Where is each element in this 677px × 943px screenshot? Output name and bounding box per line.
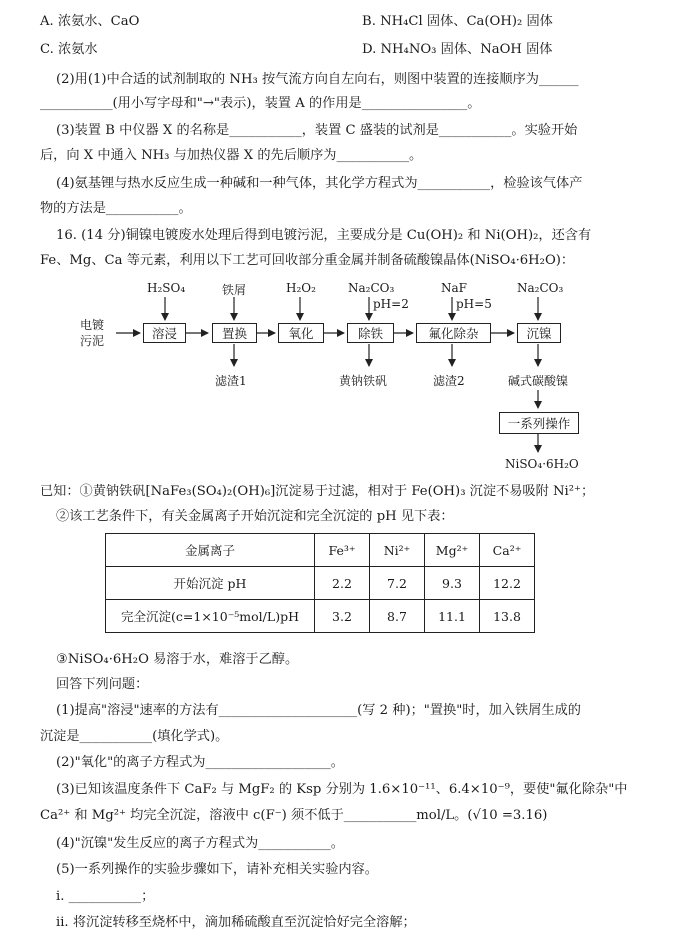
step-fluoride-purification: 氟化除杂: [416, 323, 491, 343]
table-header-cell: Ni²⁺: [370, 534, 425, 567]
question-3-line-1: (3)装置 B 中仪器 X 的名称是___________，装置 C 盛装的试剂是___________。实验开始: [56, 123, 578, 138]
question-4-line-1: (4)氨基锂与热水反应生成一种碱和一种气体，其化学方程式为___________，检验该气体产: [56, 176, 583, 191]
byproduct-residue-1: 滤渣1: [215, 374, 247, 388]
byproduct-basic-nickel-carbonate: 碱式碳酸镍: [508, 374, 569, 388]
table-header-cell: Fe³⁺: [315, 534, 370, 567]
question-2-line-1: (2)用(1)中合适的试剂制取的 NH₃ 按气流方向自左向右，则图中装置的连接顺序为______: [56, 72, 579, 87]
table-row: [106, 534, 535, 567]
question-4-line-2: 物的方法是___________。: [40, 201, 192, 216]
answer-prompt: 回答下列问题：: [56, 677, 149, 692]
step-iron-removal: 除铁: [347, 323, 394, 343]
table-header-cell: Ca²⁺: [480, 534, 535, 567]
answer-1-cont: 沉淀是___________(填化学式)。: [40, 729, 229, 744]
known-2: ②该工艺条件下，有关金属离子开始沉淀和完全沉淀的 pH 见下表：: [56, 509, 454, 524]
reagent-naf: NaF: [441, 281, 467, 295]
step-i: ⅰ. ___________；: [56, 889, 155, 904]
step-replacement: 置换: [212, 323, 257, 343]
byproduct-jarosite: 黄钠铁矾: [339, 374, 388, 388]
condition-ph2: pH=2: [373, 297, 409, 311]
table-cell: 3.2: [315, 600, 370, 633]
ph-table: [105, 533, 535, 633]
table-header-cell: 金属离子: [106, 534, 315, 567]
reagent-h2so4: H₂SO₄: [147, 281, 186, 295]
table-cell: 开始沉淀 pH: [106, 567, 315, 600]
table-cell: 2.2: [315, 567, 370, 600]
table-cell: 12.2: [480, 567, 535, 600]
question-2-line-2: ___________(用小写字母和"→"表示)，装置 A 的作用是________________。: [40, 96, 481, 111]
condition-ph5: pH=5: [456, 297, 492, 311]
known-1: 已知：①黄钠铁矾[NaFe₃(SO₄)₂(OH)₆]沉淀易于过滤，相对于 Fe(OH)₃ 沉淀不易吸附 Ni²⁺；: [40, 484, 595, 499]
table-row: [106, 567, 535, 600]
question-16-line-1: 16. (14 分)铜镍电镀废水处理后得到电镀污泥，主要成分是 Cu(OH)₂ 和 Ni(OH)₂，还含有: [56, 228, 592, 243]
answer-5: (5)一系列操作的实验步骤如下，请补充相关实验内容。: [56, 862, 378, 877]
table-cell: 13.8: [480, 600, 535, 633]
final-product: NiSO₄·6H₂O: [505, 457, 579, 471]
question-3-line-2: 后，向 X 中通入 NH₃ 与加热仪器 X 的先后顺序为___________。: [40, 148, 423, 163]
reagent-na2co3-1: Na₂CO₃: [348, 281, 395, 295]
reagent-iron-filings: 铁屑: [222, 283, 247, 297]
step-nickel-precipitation: 沉镍: [517, 323, 561, 343]
start-sludge-line-1: 电镀: [80, 318, 105, 332]
answer-3-cont: Ca²⁺ 和 Mg²⁺ 均完全沉淀，溶液中 c(F⁻) 须不低于___________mol/L。(√10 =3.16): [40, 808, 548, 823]
byproduct-residue-2: 滤渣2: [433, 374, 465, 388]
option-d: D. NH₄NO₃ 固体、NaOH 固体: [362, 42, 553, 57]
table-cell: 完全沉淀(c=1×10⁻⁵mol/L)pH: [106, 600, 315, 633]
table-header-cell: Mg²⁺: [425, 534, 480, 567]
answer-1: (1)提高"溶浸"速率的方法有_____________________(写 2 种)；"置换"时，加入铁屑生成的: [56, 703, 581, 718]
answer-2: (2)"氧化"的离子方程式为___________________。: [56, 755, 344, 770]
option-b: B. NH₄Cl 固体、Ca(OH)₂ 固体: [362, 14, 553, 29]
table-cell: 11.1: [425, 600, 480, 633]
option-a: A. 浓氨水、CaO: [40, 14, 140, 29]
table-cell: 8.7: [370, 600, 425, 633]
answer-4: (4)"沉镍"发生反应的离子方程式为___________。: [56, 836, 344, 851]
option-c: C. 浓氨水: [40, 42, 98, 57]
table-cell: 9.3: [425, 567, 480, 600]
step-ii: ⅱ. 将沉淀转移至烧杯中，滴加稀硫酸直至沉淀恰好完全溶解；: [56, 915, 416, 930]
reagent-h2o2: H₂O₂: [286, 281, 316, 295]
known-3: ③NiSO₄·6H₂O 易溶于水，难溶于乙醇。: [56, 652, 299, 667]
question-16-line-2: Fe、Mg、Ca 等元素，利用以下工艺可回收部分重金属并制备硫酸镍晶体(NiSO₄·6H₂O)：: [40, 253, 575, 268]
step-oxidation: 氧化: [278, 323, 324, 343]
answer-3: (3)已知该温度条件下 CaF₂ 与 MgF₂ 的 Ksp 分别为 1.6×10⁻¹¹、6.4×10⁻⁹，要使"氟化除杂"中: [56, 782, 628, 797]
start-sludge-line-2: 污泥: [80, 334, 105, 348]
table-cell: 7.2: [370, 567, 425, 600]
step-series-operations: 一系列操作: [499, 412, 579, 434]
step-leaching: 溶浸: [143, 323, 186, 343]
table-row: [106, 600, 535, 633]
reagent-na2co3-2: Na₂CO₃: [517, 281, 564, 295]
